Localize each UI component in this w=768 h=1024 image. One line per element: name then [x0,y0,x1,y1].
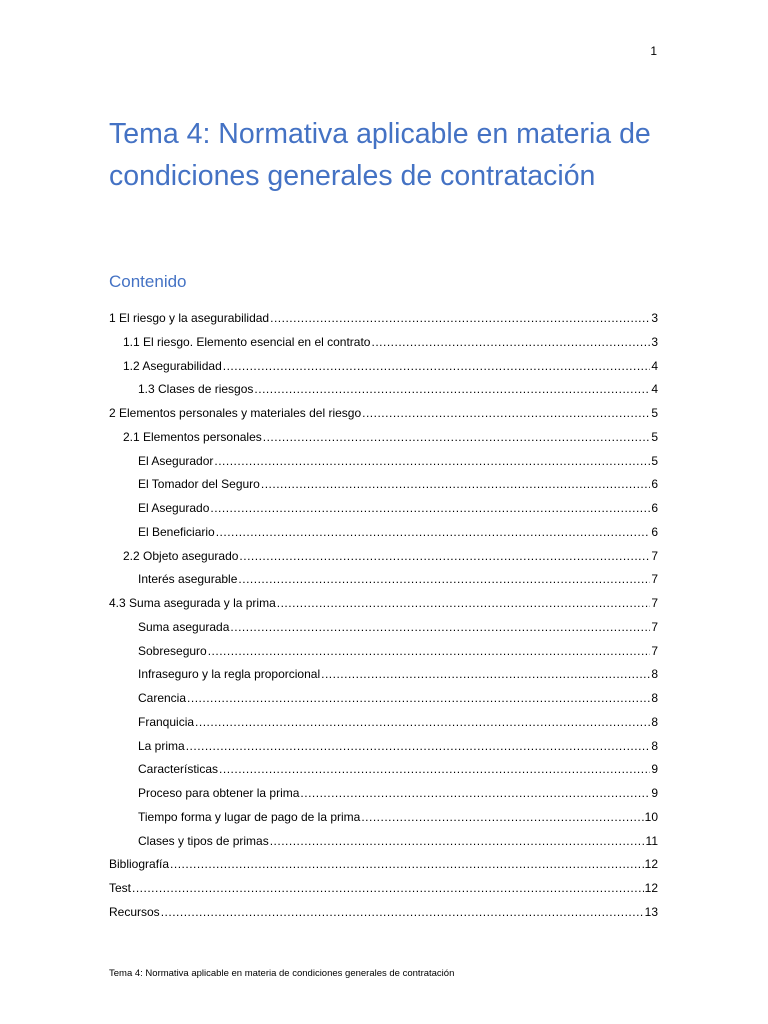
toc-entry-page-number: 7 [651,548,658,563]
toc-entry-page-number: 7 [651,572,658,587]
toc-entry-label: Recursos [109,904,160,919]
toc-entry-page-number: 4 [651,358,658,373]
toc-heading: Contenido [109,272,187,291]
toc-dot-leader [230,616,650,640]
toc-entry[interactable] [109,806,658,830]
toc-entry-label: Carencia [138,691,187,705]
toc-entry-page-number: 6 [651,501,658,515]
toc-entry-label: 2.2 Objeto asegurado [123,548,239,563]
page-footer: Tema 4: Normativa aplicable en materia de condiciones generales de contratación [109,968,455,979]
toc-entry-page-number: 3 [651,311,658,325]
toc-entry-label: 1.3 Clases de riesgos [138,382,254,397]
toc-entry-label: Tiempo forma y lugar de pago de la prima [138,809,361,824]
toc-dot-leader [170,853,644,877]
toc-entry[interactable] [109,640,658,664]
toc-dot-leader [186,735,651,759]
toc-entry-label: 1.2 Asegurabilidad [123,358,222,373]
toc-entry[interactable] [109,735,658,759]
toc-entry[interactable] [109,307,658,331]
toc-dot-leader [238,568,650,592]
toc-entry-page-number: 7 [651,596,658,610]
toc-dot-leader [214,450,650,474]
toc-dot-leader [239,545,650,569]
toc-entry[interactable] [109,378,658,402]
toc-dot-leader [321,663,650,687]
toc-entry[interactable] [109,331,658,355]
toc-entry-page-number: 5 [651,453,658,468]
toc-entry-page-number: 8 [651,738,658,753]
toc-dot-leader [254,378,650,402]
toc-entry[interactable] [109,758,658,782]
toc-entry-label: El Beneficiario [138,524,215,539]
toc-dot-leader [371,331,650,355]
toc-entry-label: 2 Elementos personales y materiales del riesgo [109,406,362,420]
toc-entry-page-number: 8 [651,714,658,729]
toc-dot-leader [263,426,651,450]
toc-entry-page-number: 3 [651,334,658,349]
toc-entry-page-number: 11 [645,833,658,848]
toc-entry-page-number: 7 [651,643,658,658]
toc-entry[interactable] [109,545,658,569]
table-of-contents [109,307,658,925]
document-title: Tema 4: Normativa aplicable en materia de condiciones generales de contratación [109,118,651,192]
toc-entry[interactable] [109,877,658,901]
toc-entry-label: Suma asegurada [138,619,230,634]
toc-dot-leader [187,687,650,711]
toc-entry-page-number: 13 [644,904,658,919]
toc-dot-leader [216,521,651,545]
toc-entry[interactable] [109,687,658,711]
toc-entry-label: 1 El riesgo y la asegurabilidad [109,311,270,325]
toc-entry-label: Test [109,881,132,895]
toc-dot-leader [270,307,650,331]
toc-entry[interactable] [109,568,658,592]
toc-entry[interactable] [109,402,658,426]
toc-entry-label: Clases y tipos de primas [138,833,269,848]
toc-entry-label: 1.1 El riesgo. Elemento esencial en el contrato [123,334,371,349]
toc-entry[interactable] [109,426,658,450]
toc-dot-leader [361,806,643,830]
toc-dot-leader [362,402,650,426]
toc-entry[interactable] [109,853,658,877]
toc-entry-label: Interés asegurable [138,572,238,587]
toc-dot-leader [132,877,644,901]
toc-entry-label: Características [138,762,219,777]
toc-entry[interactable] [109,450,658,474]
toc-entry-page-number: 8 [651,691,658,705]
toc-entry[interactable] [109,663,658,687]
toc-entry-label: Franquicia [138,714,195,729]
toc-entry-label: Sobreseguro [138,643,207,658]
toc-dot-leader [195,711,650,735]
toc-entry-page-number: 5 [651,406,658,420]
toc-entry-label: Infraseguro y la regla proporcional [138,667,321,682]
toc-entry-label: El Asegurador [138,453,214,468]
toc-entry[interactable] [109,497,658,521]
toc-dot-leader [300,782,650,806]
toc-dot-leader [223,355,651,379]
toc-entry-label: 4.3 Suma asegurada y la prima [109,596,276,610]
toc-entry-label: El Tomador del Seguro [138,477,260,492]
toc-entry-page-number: 12 [644,881,658,895]
toc-entry[interactable] [109,616,658,640]
page-number: 1 [650,44,657,58]
toc-dot-leader [277,592,651,616]
toc-entry-page-number: 6 [651,524,658,539]
toc-dot-leader [270,830,645,854]
toc-entry-label: La prima [138,738,185,753]
toc-dot-leader [210,497,650,521]
toc-entry-label: El Asegurado [138,501,210,515]
toc-entry[interactable] [109,830,658,854]
toc-entry-label: 2.1 Elementos personales [123,429,262,444]
toc-entry-page-number: 12 [644,857,658,872]
toc-entry-page-number: 7 [651,619,658,634]
toc-entry-page-number: 10 [644,809,658,824]
toc-entry[interactable] [109,355,658,379]
toc-entry-label: Proceso para obtener la prima [138,786,300,800]
toc-entry[interactable] [109,782,658,806]
toc-entry-page-number: 4 [651,382,658,397]
toc-dot-leader [261,473,650,497]
toc-entry[interactable] [109,711,658,735]
toc-entry-page-number: 6 [651,477,658,492]
toc-entry-page-number: 9 [651,786,658,800]
toc-dot-leader [161,901,644,925]
toc-entry-page-number: 9 [651,762,658,777]
toc-entry-label: Bibliografía [109,857,170,872]
toc-entry[interactable] [109,521,658,545]
toc-entry[interactable] [109,592,658,616]
toc-entry-page-number: 5 [651,429,658,444]
toc-entry-page-number: 8 [651,667,658,682]
toc-dot-leader [219,758,650,782]
toc-dot-leader [208,640,651,664]
toc-entry[interactable] [109,901,658,925]
toc-entry[interactable] [109,473,658,497]
